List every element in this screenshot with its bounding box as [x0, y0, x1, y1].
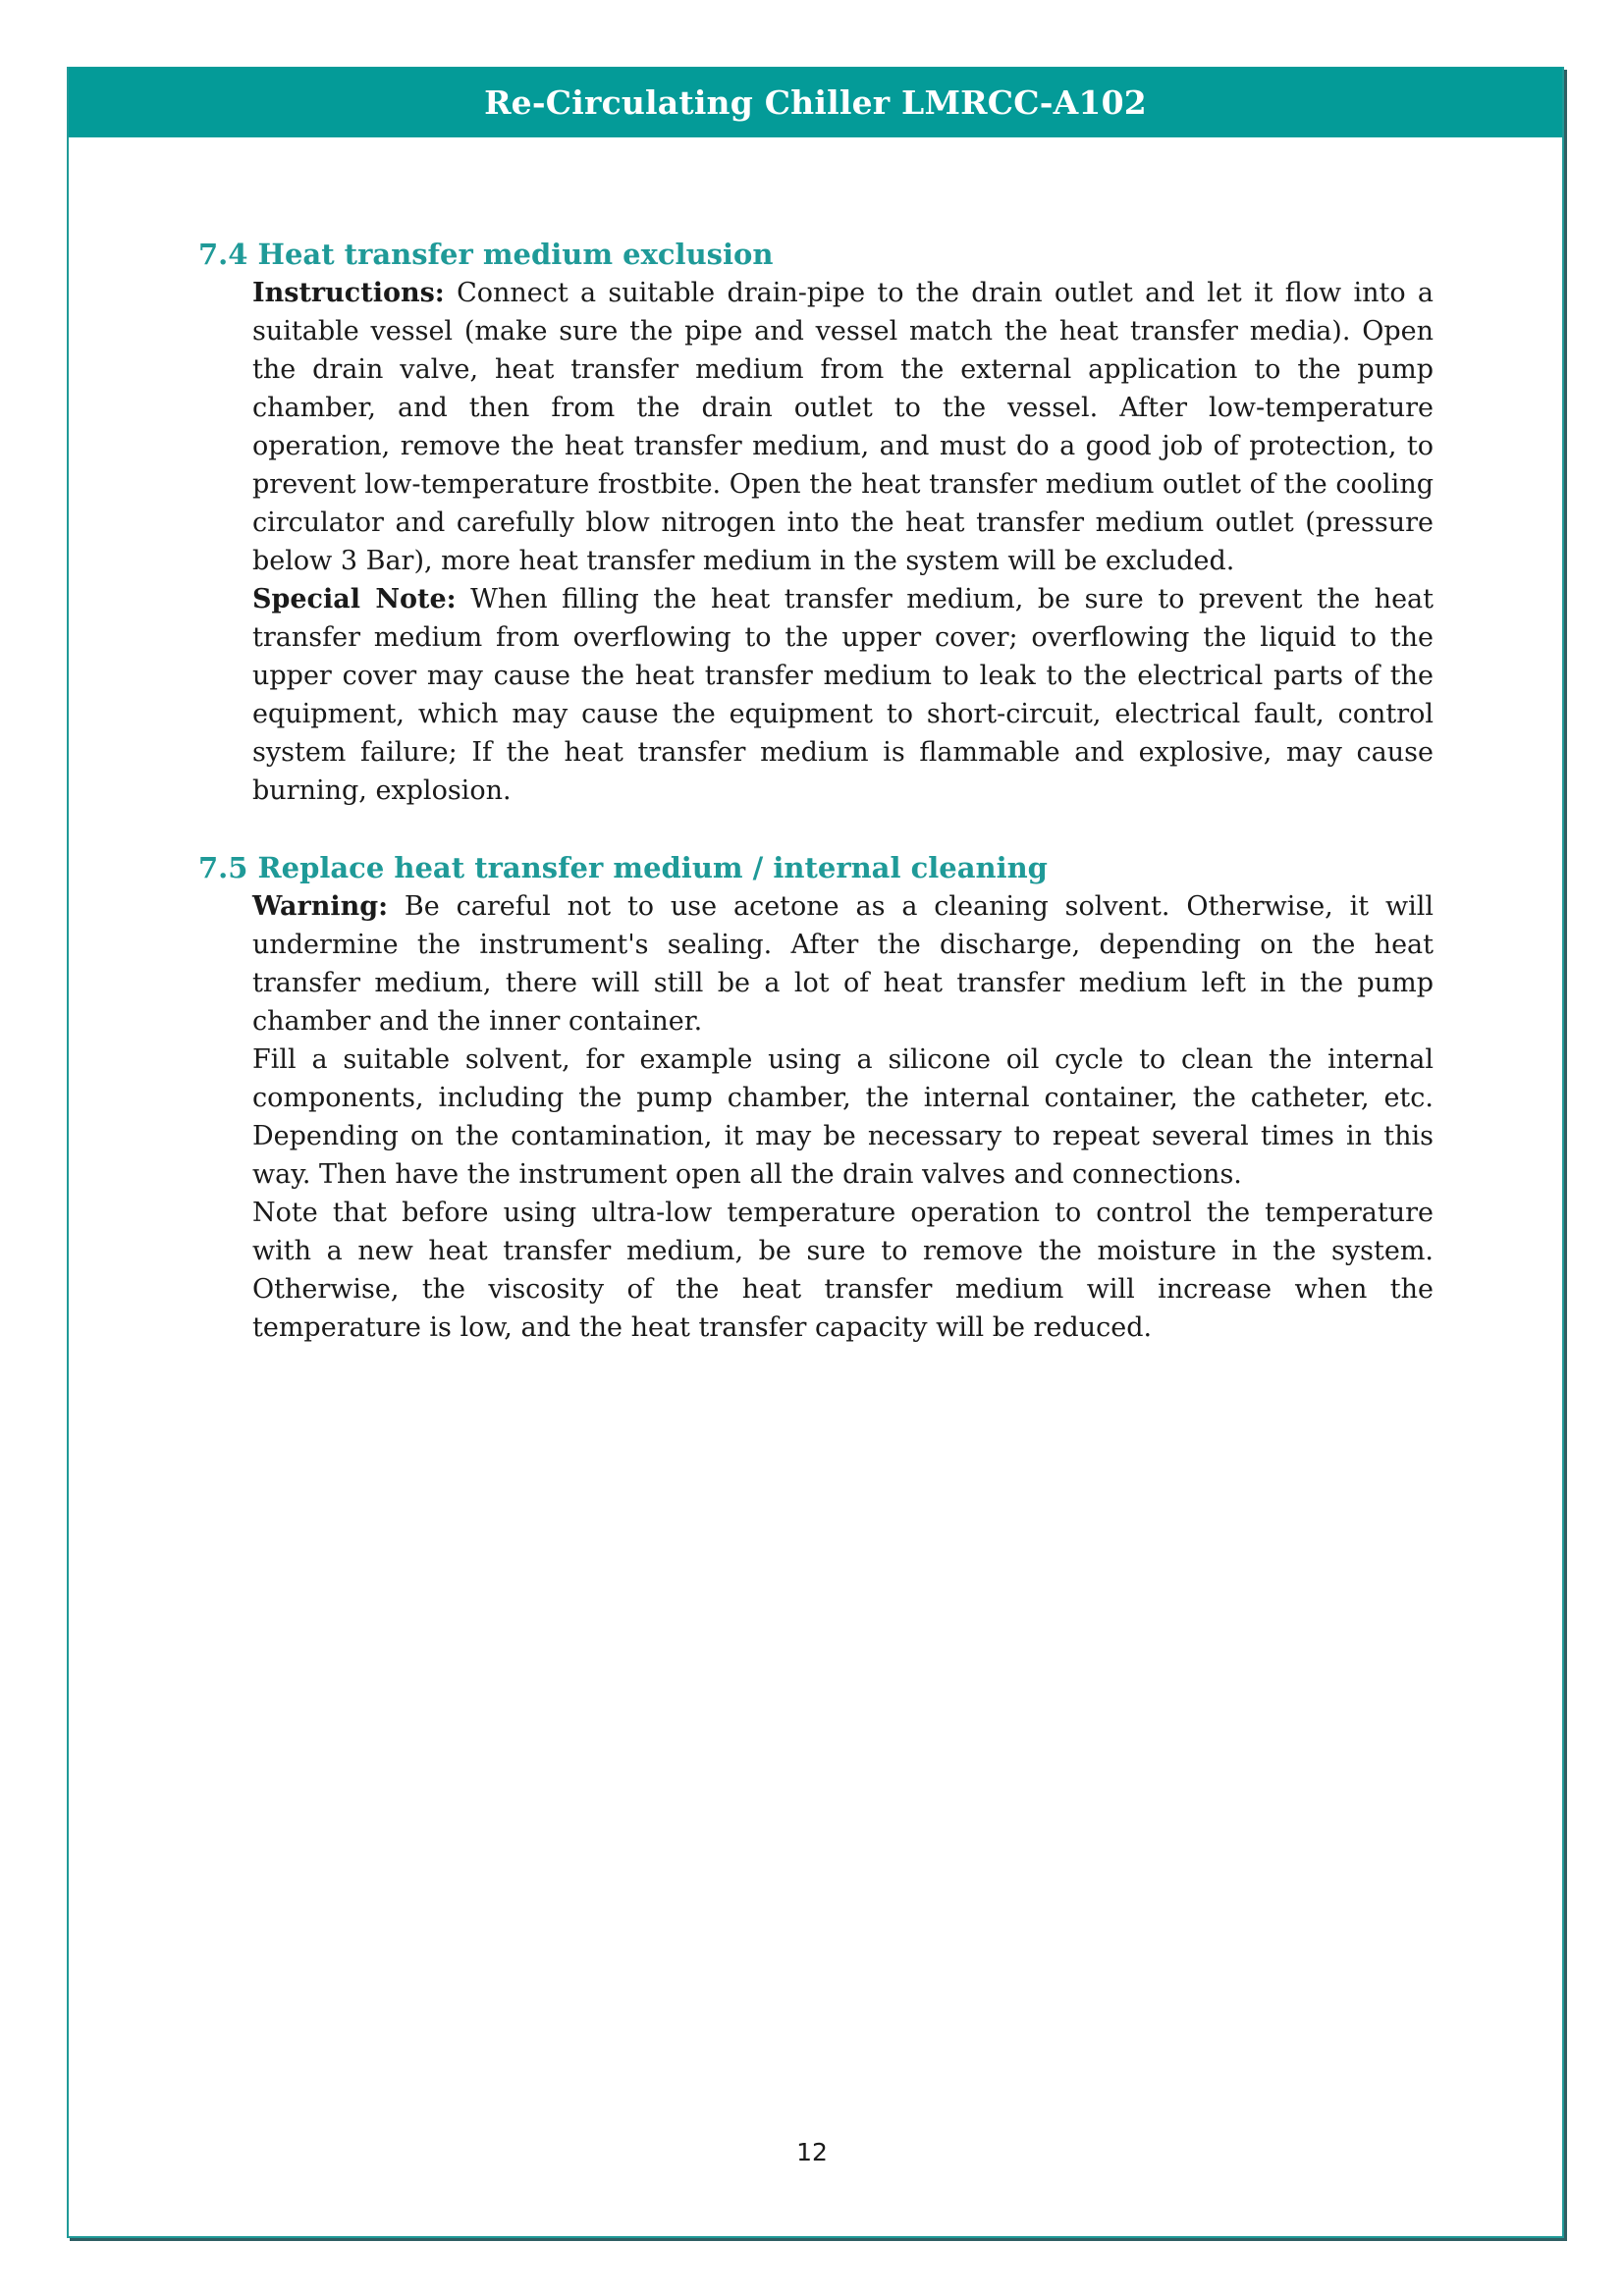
instructions-paragraph: [252, 274, 1434, 580]
instructions-label: Instructions:: [252, 278, 445, 308]
special-note-label: Special Note:: [252, 584, 457, 614]
warning-label: Warning:: [252, 891, 389, 922]
section-body-7-4: [252, 274, 1434, 810]
header-band: [69, 67, 1562, 137]
cleaning-paragraph: Fill a suitable solvent, for example using a silicone oil cycle to clean the internal components, including the pump chamber, the internal container, the catheter, etc. Depending on the contamination, it may be necessary to repeat several times in this way. Then have the instrument open all the drain valves and connections.: [252, 1044, 1434, 1190]
special-note-text: When filling the heat transfer medium, be sure to prevent the heat transfer medium from overflowing to the upper cover; overflowing the liquid to the upper cover may cause the heat transfer medium to leak to the electrical parts of the equipment, which may cause the equipment to short-circuit, electrical fault, control system failure; If the heat transfer medium is flammable and explosive, may cause burning, explosion.: [252, 584, 1435, 806]
page-number: 12: [796, 2138, 828, 2166]
section-body-7-5: [252, 887, 1434, 1347]
main-content: [198, 236, 1434, 1347]
section-heading-7-4: 7.4 Heat transfer medium exclusion: [198, 238, 774, 271]
special-note-paragraph: [252, 580, 1434, 810]
document-title: Re-Circulating Chiller LMRCC-A102: [484, 82, 1147, 122]
moisture-note-paragraph: Note that before using ultra-low temperature operation to control the temperature with a new heat transfer medium, be sure to remove the moisture in the system. Otherwise, the viscosity of the heat transfer medium will increase when the temperature is low, and the heat transfer capacity will be reduced.: [252, 1198, 1434, 1343]
instructions-text: Connect a suitable drain-pipe to the drain outlet and let it flow into a suitable vessel (make sure the pipe and vessel match the heat transfer media). Open the drain valve, heat transfer medium from the external application to the pump chamber, and then from the drain outlet to the vessel. After low-temperature operation, remove the heat transfer medium, and must do a good job of protection, to prevent low-temperature frostbite. Open the heat transfer medium outlet of the cooling circulator and carefully blow nitrogen into the heat transfer medium outlet (pressure below 3 Bar), more heat transfer medium in the system will be excluded.: [252, 278, 1434, 576]
section-spacer: [198, 810, 1434, 849]
section-heading-7-5: 7.5 Replace heat transfer medium / internal cleaning: [198, 851, 1048, 884]
warning-text: Be careful not to use acetone as a cleaning solvent. Otherwise, it will undermine the instrument's sealing. After the discharge, depending on the heat transfer medium, there will still be a lot of heat transfer medium left in the pump chamber and the inner container.: [252, 891, 1434, 1037]
warning-paragraph: [252, 887, 1434, 1041]
